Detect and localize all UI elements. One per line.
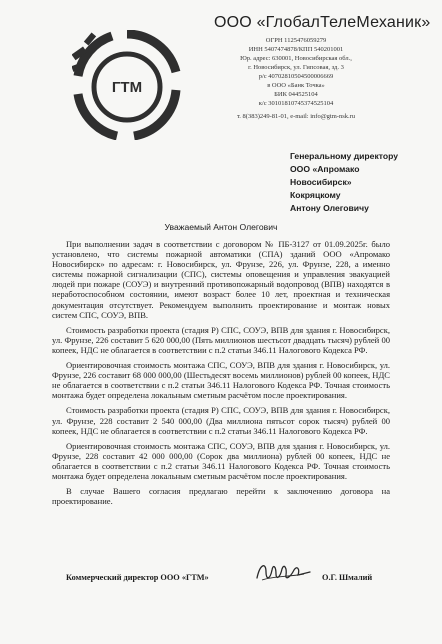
- paragraph: Стоимость разработки проекта (стадия Р) СПС, СОУЭ, ВПВ для здания г. Новосибирск, ул. Фрунзе, 226 составит 5 620 000,00 (Пять миллионов шестьсот двадцать тысяч) рублей 00 копеек, НДС не облагается в соответствии с п.2 статьи 346.11 Налогового Кодекса РФ.: [52, 324, 390, 355]
- addressee-line: Новосибирск»: [290, 177, 352, 187]
- letter-body: [52, 239, 390, 511]
- addressee-line: Генеральному директору: [290, 151, 399, 161]
- paragraph: Ориентировочная стоимость монтажа СПС, СОУЭ, ВПВ для здания г. Новосибирск, ул. Фрунзе, 226 составит 68 000 000,00 (Шестьдесят восемь миллионов) рублей 00 копеек, НДС не облагается в соответствии с п.2 статьи 346.11 Налогового Кодекса РФ. Точная стоимость монтажа будет определена локальным сметным расчётом после проектирования.: [52, 360, 390, 401]
- requisite-line: БИК 044525104: [274, 91, 318, 98]
- logo-text: ГТМ: [111, 79, 143, 96]
- requisite-contact-line: т. 8(383)249-81-01, e-mail: info@gtm-nsk.ru: [236, 113, 356, 120]
- addressee-line: Антону Олеговичу: [290, 203, 369, 213]
- paragraph: Ориентировочная стоимость монтажа СПС, СОУЭ, ВПВ для здания г. Новосибирск, ул. Фрунзе, 228 составит 42 000 000,00 (Сорок два миллиона) рублей 00 копеек, НДС не облагается в соответствии с п.2 статьи 346.11 Налогового Кодекса РФ. Точная стоимость монтажа будет определена локальным сметным расчётом после проектирования.: [52, 440, 390, 481]
- requisite-line: ИНН 5407474878/КПП 540201001: [248, 46, 344, 53]
- company-logo: [72, 30, 182, 140]
- paragraph: В случае Вашего согласия предлагаю перейти к заключению договора на проектирование.: [52, 486, 390, 507]
- requisite-line: г. Новосибирск, ул. Гипсовая, зд. 3: [248, 64, 344, 71]
- greeting: Уважаемый Антон Олегович: [164, 222, 278, 232]
- requisite-line: р/с 40702810504500006669: [258, 73, 334, 80]
- signatory-name: О.Г. Шмалий: [322, 573, 373, 582]
- requisite-line: Юр. адрес: 630001, Новосибирская обл.,: [240, 55, 352, 62]
- handwritten-signature: [254, 560, 312, 584]
- requisite-line: к/с 30101810745374525104: [258, 100, 334, 107]
- addressee-block: [290, 150, 398, 215]
- requisite-line: ОГРН 1125476059279: [265, 37, 327, 44]
- paragraph: Стоимость разработки проекта (стадия Р) СПС, СОУЭ, ВПВ для здания г. Новосибирск, ул. Фрунзе, 228 составит 2 540 000,00 (Два миллиона пятьсот сорок тысяч) рублей 00 копеек, НДС не облагается в соответствии с п.2 статьи 346.11 Налогового Кодекса РФ.: [52, 405, 390, 436]
- addressee-line: ООО «Апромако: [290, 164, 360, 174]
- paragraph: При выполнении задач в соответствии с договором № ПБ-3127 от 01.09.2025г. было установлено, что системы пожарной автоматики (СПА) зданий ООО «Апромако Новосибирск» по адресам: г. Новосибирск, ул. Фрунзе, 226, ул. Фрунзе, 228, а именно системы пожарной сигнализации (СПС), системы оповещения и управления эвакуацией людей при пожаре (СОУЭ) и внутренний противопожарный водопровод (ВПВ) находятся в неработоспособном состоянии, имеют возраст более 10 лет, проектная и техническая документация отсутствует. Рекомендуем выполнить проектирование и монтаж новых систем СПС, СОУЭ, ВПВ.: [52, 239, 390, 320]
- signatory-title: Коммерческий директор ООО «ГТМ»: [66, 573, 209, 582]
- addressee-line: Кокряцкому: [290, 190, 341, 200]
- company-name: ООО «ГлобалТелеМеханик»: [214, 14, 431, 31]
- requisite-line: в ООО «Банк Точка»: [267, 82, 325, 89]
